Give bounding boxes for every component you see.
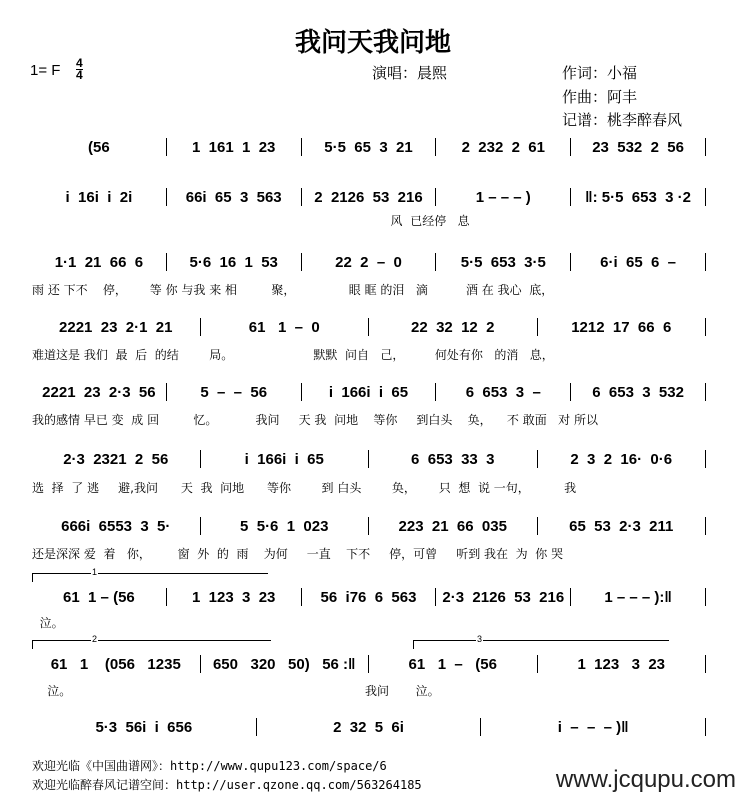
notation-line [32,655,706,673]
measure: ‖: 5·5 653 3 ·2 [585,188,692,206]
volta-2 [32,634,271,649]
lyric-line: 泣。 我问 泣。 [32,684,440,698]
footer-line-2: 欢迎光临醉春风记谱空间：http://user.qzone.qq.com/563264185 [32,778,422,792]
measure: 61 1 (056 1235 [50,655,181,673]
measure: 65 53 2·3 211 [569,517,674,535]
notation-line [32,383,706,401]
singer: 演唱：晨熙 [372,64,448,82]
measure: 61 1 – (56 [408,655,497,673]
measure: 2221 23 2·1 21 [59,318,173,336]
time-signature [76,58,83,81]
lyricist: 作词：小福 [562,64,638,82]
measure: 6 653 3 – [465,383,541,401]
measure: 6 653 33 3 [411,450,495,468]
measure: 5 – – 56 [200,383,268,401]
song-title: 我问天我问地 [294,28,451,58]
lyric-line: 泣。 [32,616,64,630]
measure: 2 3 2 16· 0·6 [570,450,673,468]
measure: 1·1 21 66 6 [54,253,144,271]
volta-3 [413,634,669,649]
lyric-line: 雨 还 下不 停， 等 你 与我 来 相 聚， 眼 眶 的泪 滴 酒 在 我心 底， [32,283,554,297]
volta-3-label: 3 [477,634,483,644]
lyric-line: 难道这是 我们 最 后 的结 局。 默默 问自 己， 何处有你 的消 息， [32,348,554,362]
measure: 223 21 66 035 [398,517,507,535]
measure: 5·5 65 3 21 [324,138,413,156]
composer: 作曲：阿丰 [562,88,638,106]
bar-line [705,655,706,673]
watermark: www.jcqupu.com [555,766,736,793]
measure: 2 32 5 6i [333,718,404,736]
measure: 666i 6553 3 5· [61,517,171,535]
measure: i 166i i 65 [244,450,324,468]
measure: 2 232 2 61 [461,138,545,156]
measure: 61 1 – (56 [63,588,135,606]
measure: i – – – )‖ [557,718,629,736]
measure: 2·3 2321 2 56 [63,450,169,468]
measure: 2221 23 2·3 56 [42,383,156,401]
bar-line [705,718,706,736]
measure: 61 1 – 0 [248,318,320,336]
notation-line [32,318,706,336]
measure: 5·5 653 3·5 [460,253,546,271]
notation-line [32,718,706,736]
measure: 22 32 12 2 [411,318,495,336]
measure: 22 2 – 0 [335,253,402,271]
measure: 650 320 50) 56 :‖ [212,655,356,673]
bar-line [705,318,706,336]
transcriber: 记谱：桃李醉春风 [562,111,683,129]
notation-line [32,517,706,535]
measure: 2·3 2126 53 216 [442,588,565,606]
measure: 66i 65 3 563 [185,188,282,206]
measure: i 166i i 65 [328,383,409,401]
notation-line [32,253,706,271]
measure: 6 653 3 532 [592,383,684,401]
bar-line [705,253,706,271]
measure: i 16i i 2i [65,188,133,206]
measure: 1 123 3 23 [577,655,666,673]
lyric-line: 风 已经停 息 [32,214,470,228]
measure: 5 5·6 1 023 [240,517,329,535]
measure: 1 – – – ):‖ [604,588,672,606]
lyric-line: 我的感情 早已 变 成 回 忆。 我问 天 我 问地 等你 到白头 奂， 不 敢面 对 所以 [32,413,598,427]
notation-line [32,188,706,206]
volta-1-label: 1 [92,567,98,577]
bar-line [705,588,706,606]
volta-1 [32,567,268,582]
measure: 1 – – – ) [475,188,531,206]
measure: 5·3 56i i 656 [95,718,193,736]
bar-line [705,517,706,535]
measure: 1 161 1 23 [191,138,276,156]
measure: 56 i76 6 563 [320,588,417,606]
lyric-line: 选 择 了 逃 避,我问 天 我 问地 等你 到 白头 奂， 只 想 说 一句， 我 [32,481,577,495]
key-signature: 1= F [30,62,61,79]
measure: 1212 17 66 6 [571,318,672,336]
measure: 5·6 16 1 53 [189,253,278,271]
bar-line [705,138,706,156]
measure: 23 532 2 56 [592,138,684,156]
bar-line [705,450,706,468]
bar-line [705,383,706,401]
lyric-line: 还是深深 爱 着 你， 窗 外 的 雨 为何 一直 下不 停，可曾 听到 我在 为 你 哭 [32,547,564,561]
notation-line [32,138,706,156]
notation-line [32,450,706,468]
time-bottom: 4 [76,68,83,82]
bar-line [705,188,706,206]
measure: 6·i 65 6 – [600,253,677,271]
time-top: 4 [76,56,83,70]
notation-line [32,588,706,606]
measure: (56 [88,138,110,156]
footer-line-1: 欢迎光临《中国曲谱网》：http://www.qupu123.com/space/6 [32,759,387,773]
measure: 1 123 3 23 [191,588,276,606]
volta-2-label: 2 [92,634,98,644]
measure: 2 2126 53 216 [314,188,423,206]
